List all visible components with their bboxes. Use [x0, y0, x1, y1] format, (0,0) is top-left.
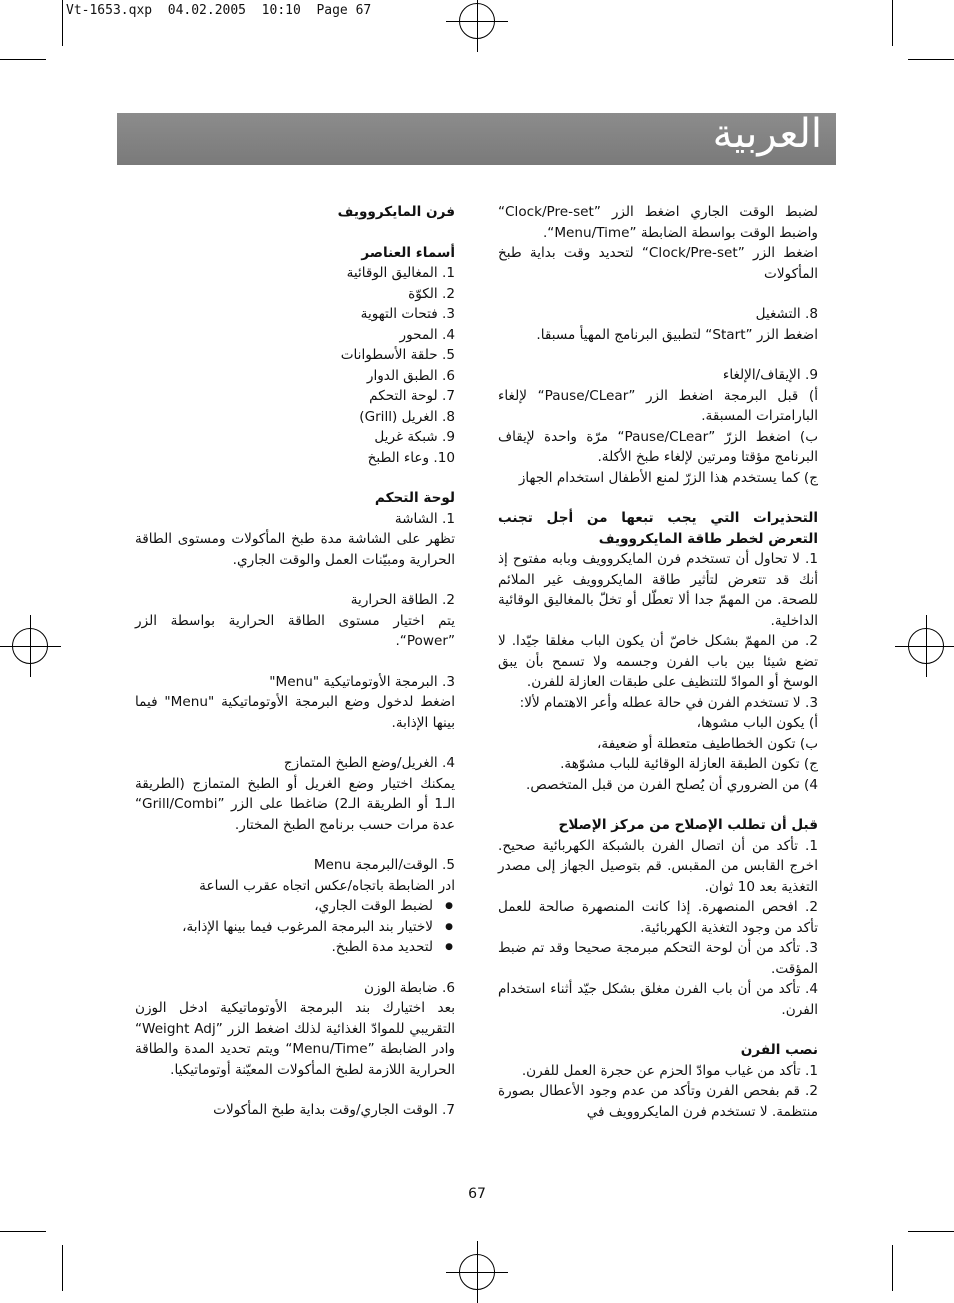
- spacer: [135, 835, 455, 855]
- crop-mark: [62, 1245, 63, 1291]
- paragraph: أ) قبل البرمجة اضغط الزر ”Pause/CLear“ لإلغاء البارامترات المسبقة.: [498, 387, 818, 424]
- registration-mark-left: [12, 628, 48, 664]
- spacer: [135, 223, 455, 243]
- paragraph: ج) كما يستخدم هذا الزرّ لمنع الأطفال استخدام الجهاز: [518, 469, 818, 486]
- spacer: [135, 958, 455, 978]
- section-heading: أسماء العناصر: [361, 244, 455, 261]
- paragraph: ب) تكون الخطاطيف متعطلة أو ضعيفة،: [597, 735, 818, 752]
- paragraph: 7. الوقت الجاري/وقت بداية طبخ المأكولات: [213, 1102, 455, 1118]
- paragraph: 4. الغريل/وضع الطبخ المتمازج: [283, 755, 455, 771]
- paragraph: اضغط الزر ”Start“ لتطبيق البرنامج المهيأ مسبقا.: [536, 326, 818, 343]
- print-meta-line: Vt-1653.qxp 04.02.2005 10:10 Page 67: [66, 3, 372, 18]
- paragraph: 8. التشغيل: [755, 306, 818, 322]
- left-column: [135, 202, 455, 1121]
- paragraph: 6. الطبق الدوار: [366, 367, 455, 384]
- spacer: [498, 345, 818, 365]
- right-column: [498, 202, 818, 1122]
- paragraph: يتم اختيار مستوى الطاقة الحرارية بواسطة الزر ”Power“.: [135, 612, 455, 649]
- paragraph: 3. البرمجة الأوتوماتيكية "Menu": [269, 673, 455, 690]
- paragraph: 3. تأكد من أن لوحة التحكم مبرمجة صحيحا وقد تم ضبط المؤقت.: [498, 940, 818, 977]
- paragraph: 4. تأكد من أن باب الفرن مغلق بشكل جيّد أثناء استخدام الفرن.: [498, 981, 818, 1018]
- paragraph: تظهر على الشاشة مدة طبخ المأكولات ومستوى الطاقة الحرارية ومبيّنات العمل والوقت الجاري.: [135, 531, 455, 568]
- registration-mark-right: [908, 628, 944, 664]
- section-heading: قبل أن تطلب الإصلاح من مركز الإصلاح: [558, 817, 818, 833]
- registration-mark-bottom: [459, 1254, 495, 1290]
- paragraph: أ) يكون الباب مشوها،: [696, 715, 818, 731]
- section-heading: التحذيرات التي يجب تبعها من أجل تجنب التعرض لخطر طاقة المايكروويف: [498, 510, 818, 547]
- paragraph: 2. الطاقة الحرارية: [350, 592, 455, 608]
- section-heading: فرن المايكروويف: [337, 204, 455, 220]
- paragraph: 4. المحور: [399, 326, 455, 343]
- paragraph: 1. تأكد من غياب موادّ الحزم عن حجرة العمل للفرن.: [521, 1062, 818, 1079]
- crop-mark: [0, 1231, 46, 1232]
- paragraph: 5. حلقة الأسطوانات: [340, 347, 455, 363]
- bullet-item: ● لتحديد مدة الطبخ.: [135, 937, 433, 958]
- paragraph: 10. وعاء الطبخ: [367, 449, 455, 466]
- paragraph: 1. تأكد من أن اتصال الفرن بالشبكة الكهربائية صحيح. اخرج القابس من المقبس. قم بتوصيل الجهاز إلى مصدر التغذية بعد 10 ثوان.: [498, 837, 818, 895]
- paragraph: 7. لوحة التحكم: [369, 388, 455, 404]
- paragraph: 9. الإيقاف/الإلغاء: [722, 367, 818, 383]
- paragraph: يمكنك اختيار وضع الغريل أو الطبخ المتمازج (الطريقة الـ1 أو الطريقة الـ2) ضاغطا على الزر ”Grill/Combi“ عدة مرات حسب برنامج الطبخ المختار.: [135, 775, 455, 833]
- bullet-list: [135, 896, 455, 958]
- paragraph: ادر الضابطة باتجاه/عكس اتجاه عقرب الساعة: [199, 877, 455, 894]
- paragraph: 2. من المهمّ بشكل خاصّ أن يكون الباب مغلقا جيّدا. لا تضع شيئا بين باب الفرن وجسمه ولا تسمح بأن يبق الوسخ أو الموادّ للتنظيف على طبقات العازلة للفرن.: [498, 633, 818, 690]
- paragraph: 1. المغاليق الوقائية: [346, 265, 455, 281]
- paragraph: ب) اضغط الزرّ ”Pause/CLear“ مرّة واحدة لإيقاف البرنامج مؤقتا ومرتين لإلغاء طبخ الأكلة.: [498, 428, 819, 465]
- spacer: [498, 488, 818, 508]
- crop-mark: [908, 59, 954, 60]
- language-banner: [117, 113, 836, 165]
- spacer: [135, 570, 455, 590]
- crop-mark: [0, 59, 46, 60]
- crop-mark: [62, 0, 63, 46]
- paragraph: 2. افحص المنصهرة. إذا كانت المنصهرة صالحة للعمل تأكد من وجود التغذية الكهربائية.: [498, 899, 818, 936]
- crop-mark: [892, 1245, 893, 1291]
- paragraph: 1. لا تحاول أن تستخدم فرن المايكروويف وبابه مفتوح إذ أنك قد تتعرض لتأثير طاقة المايكروويف غير الملائم للصحة. من المهمّ جدا ألا تعطّل أو تخلّ بالمغاليق الوقائية الداخلية.: [498, 551, 818, 629]
- paragraph: لضبط الوقت الجاري اضغط الزر ”Clock/Pre-set“ واضبط الوقت بواسطة الضابطة ”Menu/Time“.: [498, 204, 818, 241]
- spacer: [498, 284, 818, 304]
- paragraph: اضغط لدخول وضع البرمجة الأوتوماتيكية "Menu" فيما بينها الإذابة.: [135, 694, 455, 731]
- bullet-item: ● لاختيار بند البرمجة المرغوب فيما بينها الإذابة،: [135, 917, 433, 938]
- section-heading: لوحة التحكم: [374, 490, 455, 506]
- banner-title: العربية: [712, 111, 822, 157]
- paragraph: 3. فتحات التهوية: [360, 306, 455, 322]
- page-number: 67: [468, 1186, 486, 1202]
- paragraph: 4) من الضروري أن يُصلح الفرن من قبل المتخصص.: [526, 776, 818, 793]
- crop-mark: [908, 1231, 954, 1232]
- paragraph: 6. ضابطة الوزن: [363, 979, 455, 996]
- bullet-item: ● لضبط الوقت الجاري،: [135, 896, 433, 917]
- registration-mark-top: [459, 3, 495, 39]
- paragraph: 2. قم بفحص الفرن وتأكد من عدم وجود الأعطال بصورة منتظمة. لا تستخدم فرن المايكروويف في: [498, 1083, 818, 1120]
- paragraph: ج) تكون الطبقة العازلة الوقائية للباب مشوّهة.: [560, 756, 818, 772]
- spacer: [135, 1080, 455, 1100]
- spacer: [498, 795, 818, 815]
- crop-mark: [892, 0, 893, 46]
- paragraph: اضغط الزر ”Clock/Pre-set“ لتحديد وقت بداية طبخ المأكولات: [498, 245, 819, 282]
- spacer: [135, 468, 455, 488]
- paragraph: 2. الكوّة: [408, 285, 455, 302]
- paragraph: 8. الغريل (Grill): [359, 408, 455, 425]
- paragraph: بعد اختيارك بند البرمجة الأوتوماتيكية ادخل الوزن التقريبي للموادّ الغذائية لذلك اضغط الزر ”Weight Adj“ وادر الضابطة ”Menu/Time“ ويتم تحديد المدة والطاقة الحرارية اللازمة لطبخ المأكولات المعيّنة أوتوماتيكيا.: [135, 1000, 455, 1078]
- section-heading: نصب الفرن: [740, 1042, 818, 1058]
- paragraph: 9. شبكة غريل: [374, 429, 455, 445]
- spacer: [498, 1020, 818, 1040]
- spacer: [135, 652, 455, 672]
- paragraph: 5. الوقت/البرمجة Menu: [313, 857, 455, 873]
- spacer: [135, 733, 455, 753]
- paragraph: 3. لا تستخدم الفرن في حالة عطله وأعر الاهتمام لألا:: [519, 694, 818, 711]
- paragraph: 1. الشاشة: [394, 510, 455, 527]
